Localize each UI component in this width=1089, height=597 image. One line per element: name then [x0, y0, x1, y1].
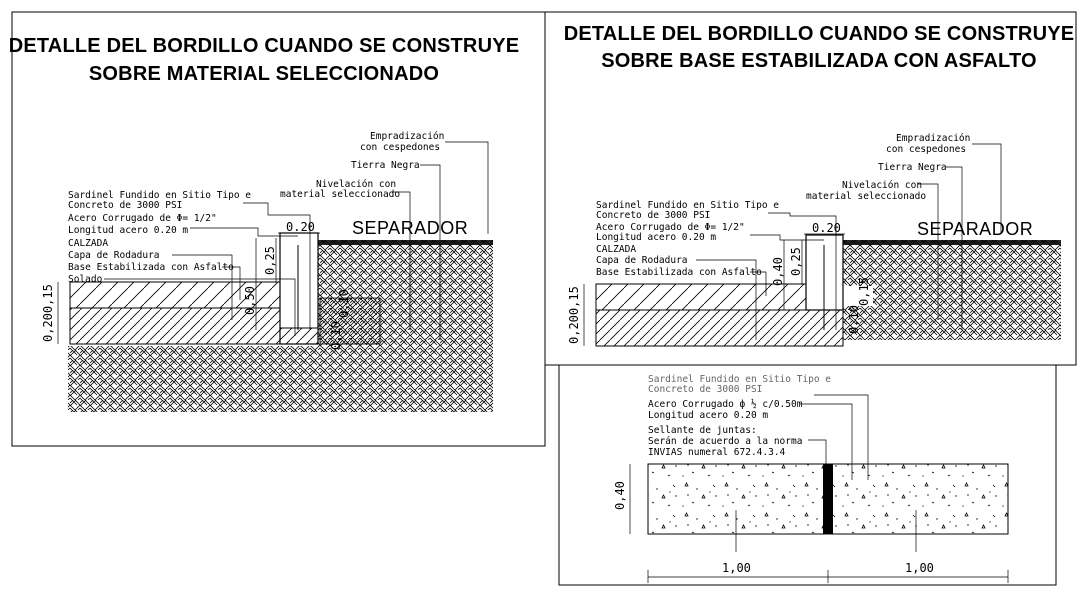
dim-h-010a: 0,10 [337, 289, 351, 318]
r-lbl-empradizacion-1: Empradización [896, 133, 971, 144]
panel-right-title-2: SOBRE BASE ESTABILIZADA CON ASFALTO [601, 50, 1037, 72]
lbl-empradizacion-1: Empradización [370, 131, 445, 142]
lbl-nivelacion-2: material seleccionado [280, 189, 401, 200]
r-lbl-tierra-negra: Tierra Negra [878, 162, 947, 173]
grass-strip [318, 240, 493, 245]
b-dim-height: 0,40 [613, 481, 627, 510]
curb-body [280, 233, 318, 344]
panel-left-title-2: SOBRE MATERIAL SELECCIONADO [88, 63, 440, 85]
panel-right-title-1: DETALLE DEL BORDILLO CUANDO SE CONSTRUYE [563, 23, 1075, 45]
r-dim-h-040: 0,40 [771, 257, 785, 286]
lbl-sardinel-2: Concreto de 3000 PSI [68, 200, 183, 211]
b-lbl-sellante-1: Sellante de juntas: [648, 425, 757, 436]
r-dim-left-stack: 0,200,15 [567, 286, 581, 344]
panel-left-title-1: DETALLE DEL BORDILLO CUANDO SE CONSTRUYE [8, 35, 520, 57]
r-lbl-calzada: CALZADA [596, 244, 637, 255]
r-lbl-sardinel-1: Sardinel Fundido en Sitio Tipo e [596, 200, 780, 211]
lbl-tierra-negra: Tierra Negra [351, 160, 420, 171]
r-lbl-nivelacion-1: Nivelación con [842, 180, 923, 191]
subgrade-fill [68, 346, 493, 412]
lbl-empradizacion-2: con cespedones [360, 142, 441, 153]
r-lbl-acero-1: Acero Corrugado de Φ= 1/2" [596, 222, 745, 233]
r-lbl-sardinel-2: Concreto de 3000 PSI [596, 210, 711, 221]
dim-h-010b: 0,10 [329, 321, 343, 350]
r-dim-h-015: 0,15 [857, 277, 871, 306]
lbl-capa: Capa de Rodadura [68, 250, 160, 261]
r-lbl-acero-2: Longitud acero 0.20 m [596, 232, 717, 243]
lbl-base: Base Estabilizada con Asfalto [68, 262, 234, 273]
lbl-solado: Solado [68, 274, 103, 285]
separador-label: SEPARADOR [352, 218, 469, 238]
b-dim-len-right: 1,00 [905, 561, 934, 575]
r-separator-soil-fill [843, 240, 1061, 340]
b-lbl-acero-1: Acero Corrugado ф ½ c/0.50m [648, 399, 803, 410]
r-dim-top-width: 0.20 [812, 221, 841, 235]
lbl-nivelacion-1: Nivelación con [316, 179, 397, 190]
r-dim-h-025: 0,25 [789, 247, 803, 276]
b-lbl-sardinel-2: Concreto de 3000 PSI [648, 384, 763, 395]
r-capa-rodadura-layer [596, 284, 806, 310]
dim-top-width: 0.20 [286, 220, 315, 234]
r-lbl-capa: Capa de Rodadura [596, 255, 688, 266]
b-lbl-sellante-2: Serán de acuerdo a la norma [648, 436, 803, 447]
lbl-acero-1: Acero Corrugado de Φ= 1/2" [68, 213, 217, 224]
r-base-layer [596, 310, 843, 346]
r-lbl-base: Base Estabilizada con Asfalto [596, 267, 762, 278]
lbl-calzada: CALZADA [68, 238, 109, 249]
r-grass-strip [843, 240, 1061, 245]
b-lbl-sellante-3: INVIAS numeral 672.4.3.4 [648, 447, 786, 458]
panel-right [545, 12, 1076, 365]
r-lbl-nivelacion-2: material seleccionado [806, 191, 927, 202]
dim-h-025: 0,25 [263, 246, 277, 275]
r-lbl-empradizacion-2: con cespedones [886, 144, 967, 155]
b-lbl-acero-2: Longitud acero 0.20 m [648, 410, 769, 421]
r-dim-h-010: 0,10 [847, 305, 861, 334]
panel-bottom [559, 365, 1056, 585]
lbl-sardinel-1: Sardinel Fundido en Sitio Tipo e [68, 190, 252, 201]
b-leader-sellante [808, 440, 826, 464]
b-joint-sealant [823, 464, 833, 534]
dim-left-stack: 0,200,15 [41, 284, 55, 342]
b-dim-len-left: 1,00 [722, 561, 751, 575]
b-lbl-sardinel-1: Sardinel Fundido en Sitio Tipo e [648, 374, 832, 385]
panel-left [9, 12, 545, 446]
solado-layer [280, 328, 318, 344]
dim-h-050: 0,50 [243, 286, 257, 315]
lbl-acero-2: Longitud acero 0.20 m [68, 225, 189, 236]
r-separador-label: SEPARADOR [917, 219, 1034, 239]
